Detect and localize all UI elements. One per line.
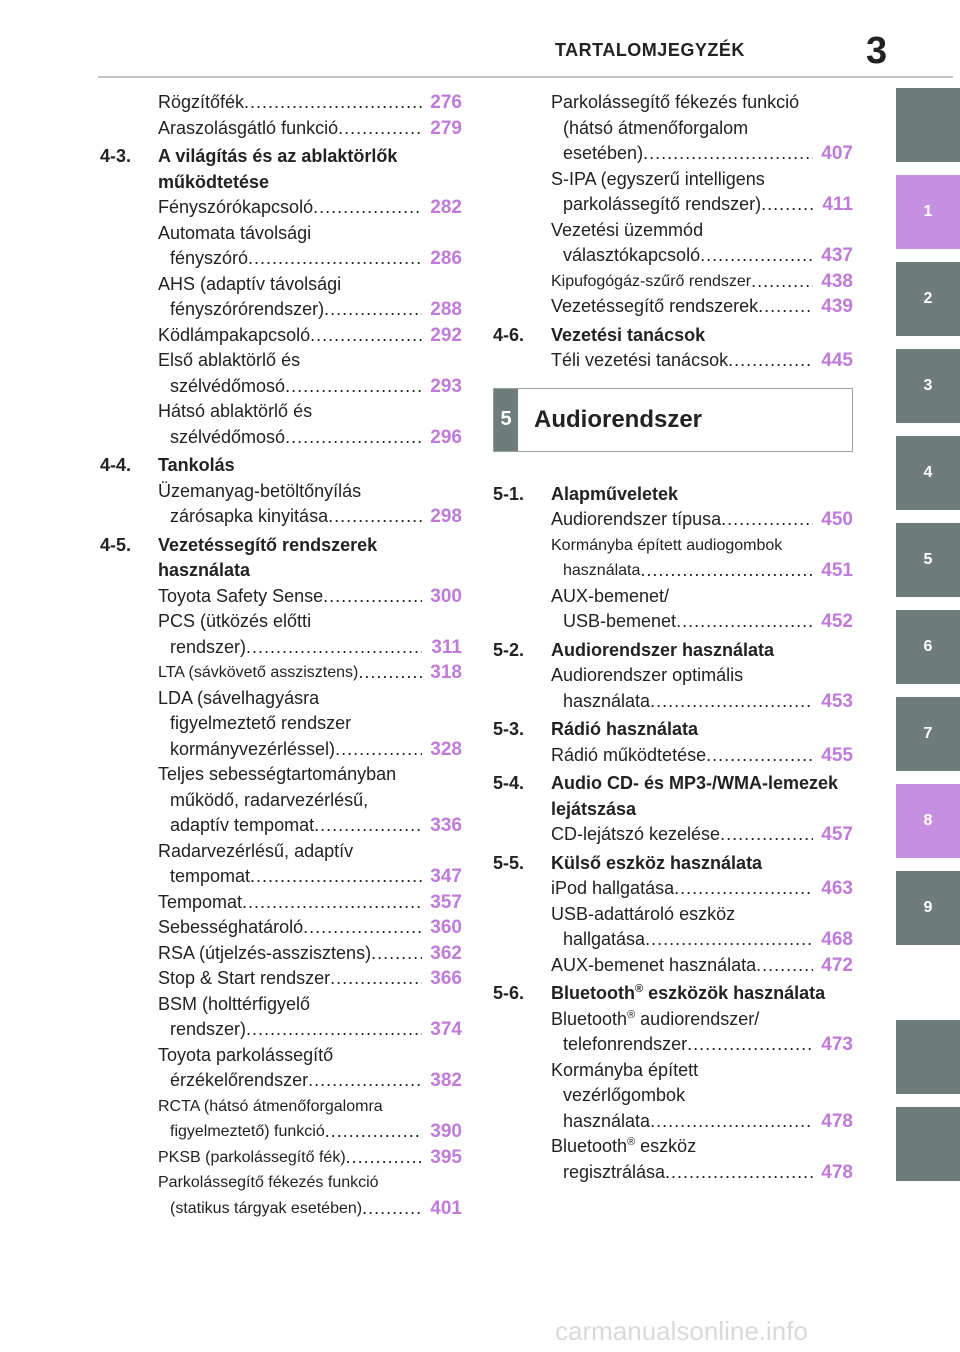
toc-section[interactable] <box>493 717 853 743</box>
entry-page-number[interactable]: 478 <box>821 1110 853 1132</box>
entry-label: RSA (útjelzés-asszisztens) <box>158 942 372 963</box>
entry-label: Stop & Start rendszer <box>158 968 331 988</box>
section-title: Vezetési tanácsok <box>551 324 706 345</box>
entry-label: Rádió működtetése <box>551 744 707 765</box>
chapter-title: Audiorendszer <box>534 405 703 433</box>
toc-entry[interactable] <box>551 533 853 584</box>
entry-page-number[interactable]: 286 <box>430 248 462 269</box>
dot-leader <box>324 297 422 323</box>
entry-label: LTA (sávkövető asszisztens) <box>158 664 359 681</box>
entry-label: Kormányba épített audiogombok <box>551 536 783 554</box>
entry-label: szélvédőmosó <box>170 375 286 396</box>
dot-leader <box>728 348 813 374</box>
toc-entry[interactable] <box>551 294 853 320</box>
entry-page-number[interactable]: 463 <box>821 878 853 899</box>
entry-page-number[interactable]: 457 <box>821 824 853 845</box>
dot-leader <box>335 737 422 763</box>
section-title: Rádió használata <box>551 719 699 739</box>
entry-label: AUX-bemenet/ <box>551 585 670 606</box>
entry-label: parkolássegítő rendszer) <box>563 194 762 214</box>
section-number: 4-5. <box>100 534 132 555</box>
toc-section[interactable] <box>100 533 462 584</box>
chapter-heading[interactable] <box>493 388 853 452</box>
section-title: Külső eszköz használata <box>551 852 763 873</box>
entry-page-number[interactable]: 451 <box>821 560 853 581</box>
toc-entry[interactable] <box>158 272 462 323</box>
entry-page-number[interactable]: 395 <box>430 1146 462 1168</box>
entry-label: (hátsó átmenőforgalom <box>563 117 749 138</box>
toc-entry[interactable] <box>551 822 853 848</box>
section-title: Bluetooth® eszközök használata <box>551 983 826 1003</box>
toc-entry[interactable] <box>551 269 853 295</box>
entry-label: Hátsó ablaktörlő és <box>158 401 313 421</box>
entry-page-number[interactable]: 437 <box>821 245 853 266</box>
entry-label: Ködlámpakapcsoló <box>158 324 311 345</box>
toc-section[interactable] <box>493 482 853 508</box>
section-number: 4-4. <box>100 455 132 475</box>
entry-page-number[interactable]: 438 <box>821 270 853 292</box>
dot-leader <box>640 558 813 584</box>
entry-page-number[interactable]: 298 <box>430 506 462 527</box>
toc-entry[interactable] <box>158 941 462 967</box>
entry-label: Araszolásgátló funkció <box>158 117 339 138</box>
toc-entry[interactable] <box>158 221 462 272</box>
dot-leader <box>720 822 813 848</box>
section-title: Vezetéssegítő rendszerek használata <box>158 534 378 580</box>
toc-section[interactable] <box>100 453 462 479</box>
entry-label: Bluetooth® eszköz <box>551 1136 697 1156</box>
toc-entry[interactable] <box>158 1043 462 1094</box>
dot-leader <box>313 195 422 221</box>
page-number: 3 <box>866 30 888 72</box>
section-number: 5-3. <box>493 719 525 739</box>
entry-label: kormányvezérléssel) <box>170 738 336 759</box>
entry-label: telefonrendszer <box>563 1034 688 1054</box>
dot-leader <box>645 927 813 953</box>
dot-leader <box>330 966 422 992</box>
entry-label: Automata távolsági <box>158 222 312 243</box>
dot-leader <box>285 425 422 451</box>
dot-leader <box>676 609 813 635</box>
watermark: carmanualsonline.info <box>555 1316 808 1346</box>
entry-page-number[interactable]: 411 <box>822 194 853 215</box>
entry-label: tempomat <box>170 866 251 886</box>
entry-label: BSM (holttérfigyelő <box>158 993 311 1014</box>
entry-label: Fényszórókapcsoló <box>158 197 314 217</box>
entry-label: Téli vezetési tanácsok <box>551 350 729 370</box>
chapter-tab-3[interactable]: 3 <box>896 349 960 423</box>
toc-section[interactable] <box>493 851 853 877</box>
entry-page-number[interactable]: 292 <box>430 324 462 346</box>
chapter-tab-blank[interactable] <box>896 1020 960 1094</box>
section-title: Audiorendszer használata <box>551 639 775 660</box>
toc-section[interactable] <box>493 981 853 1007</box>
dot-leader <box>650 1109 813 1135</box>
toc-entry[interactable] <box>158 399 462 450</box>
toc-entry[interactable] <box>551 953 853 979</box>
entry-label: rendszer) <box>170 636 247 657</box>
chapter-tab-9[interactable]: 9 <box>896 871 960 945</box>
entry-label: Parkolássegítő fékezés funkció <box>551 92 800 112</box>
entry-label: Parkolássegítő fékezés funkció <box>158 1174 379 1191</box>
toc-entry[interactable] <box>158 584 462 610</box>
entry-page-number[interactable]: 382 <box>430 1070 462 1091</box>
toc-entry[interactable] <box>551 348 853 374</box>
entry-label: használata <box>563 562 641 579</box>
entry-label: rendszer) <box>170 1019 247 1039</box>
entry-page-number[interactable]: 366 <box>430 968 462 989</box>
dot-leader <box>761 192 813 218</box>
dot-leader <box>643 141 813 167</box>
dot-leader <box>325 1119 422 1145</box>
entry-label: Audiorendszer típusa <box>551 509 722 529</box>
entry-page-number[interactable]: 357 <box>430 891 462 913</box>
toc-entry[interactable] <box>158 609 462 660</box>
chapter-tab-5[interactable]: 5 <box>896 523 960 597</box>
section-title: Audio CD- és MP3-/WMA-lemezek lejátszása <box>551 773 839 819</box>
dot-leader <box>246 1017 422 1043</box>
dot-leader <box>248 246 422 272</box>
dot-leader <box>706 743 813 769</box>
entry-label: adaptív tempomat <box>170 815 315 835</box>
dot-leader <box>721 507 813 533</box>
chapter-tab-2[interactable]: 2 <box>896 262 960 336</box>
entry-label: USB-bemenet <box>563 611 677 631</box>
toc-section[interactable] <box>100 144 462 195</box>
entry-label: érzékelőrendszer <box>170 1070 309 1090</box>
entry-page-number[interactable]: 279 <box>430 117 462 139</box>
entry-page-number[interactable]: 472 <box>821 954 853 976</box>
dot-leader <box>328 504 422 530</box>
section-title: A világítás és az ablaktörlők működtetése <box>158 146 398 192</box>
toc-entry[interactable] <box>551 876 853 902</box>
entry-label: hallgatása <box>563 929 646 949</box>
entry-label: PKSB (parkolássegítő fék) <box>158 1148 346 1166</box>
entry-label: zárósapka kinyitása <box>170 506 329 526</box>
toc-entry[interactable] <box>551 584 853 635</box>
toc-entry[interactable] <box>158 839 462 890</box>
entry-label: Sebességhatároló <box>158 917 304 937</box>
entry-label: S-IPA (egyszerű intelligens <box>551 168 765 189</box>
toc-entry[interactable] <box>551 1134 853 1185</box>
section-number: 5-2. <box>493 639 525 660</box>
toc-entry[interactable] <box>158 195 462 221</box>
dot-leader <box>338 116 422 142</box>
entry-label: (statikus tárgyak esetében) <box>170 1199 363 1217</box>
dot-leader <box>346 1145 422 1171</box>
entry-label: működő, radarvezérlésű, <box>170 789 369 810</box>
chapter-tab-4[interactable]: 4 <box>896 436 960 510</box>
entry-label: használata <box>563 1110 651 1131</box>
toc-entry[interactable] <box>551 743 853 769</box>
dot-leader <box>310 323 422 349</box>
toc-entry[interactable] <box>551 1007 853 1058</box>
entry-page-number[interactable]: 300 <box>430 585 462 607</box>
entry-label: Tempomat <box>158 891 243 912</box>
dot-leader <box>362 1196 422 1222</box>
chapter-tab-7[interactable]: 7 <box>896 697 960 771</box>
entry-label: fényszórórendszer) <box>170 299 325 319</box>
toc-entry[interactable] <box>158 90 462 116</box>
entry-label: Első ablaktörlő és <box>158 350 301 370</box>
toc-right-column <box>493 90 853 1185</box>
entry-label: Üzemanyag-betöltőnyílás <box>158 480 362 501</box>
entry-page-number[interactable]: 362 <box>430 942 462 964</box>
entry-label: Rögzítőfék <box>158 92 245 112</box>
toc-entry[interactable] <box>158 660 462 686</box>
toc-entry[interactable] <box>158 966 462 992</box>
chapter-tab-6[interactable]: 6 <box>896 610 960 684</box>
entry-label: Audiorendszer optimális <box>551 665 744 685</box>
toc-left-column <box>100 90 462 1221</box>
section-title: Alapműveletek <box>551 483 679 504</box>
toc-entry[interactable] <box>551 663 853 714</box>
chapter-tab-1[interactable]: 1 <box>896 175 960 249</box>
toc-entry[interactable] <box>551 90 853 167</box>
dot-leader <box>285 374 422 400</box>
dot-leader <box>244 90 422 116</box>
toc-entry[interactable] <box>158 116 462 142</box>
entry-page-number[interactable]: 450 <box>821 509 853 530</box>
entry-page-number[interactable]: 276 <box>430 92 462 113</box>
chapter-tabs <box>896 88 960 1194</box>
toc-entry[interactable] <box>158 1170 462 1221</box>
entry-page-number[interactable]: 452 <box>821 611 853 632</box>
entry-page-number[interactable]: 453 <box>821 690 853 712</box>
entry-page-number[interactable]: 468 <box>821 929 853 950</box>
entry-label: Vezetéssegítő rendszerek <box>551 296 759 316</box>
dot-leader <box>323 584 422 610</box>
section-number: 5-6. <box>493 983 525 1003</box>
entry-page-number[interactable]: 296 <box>430 426 462 448</box>
toc-entry[interactable] <box>551 167 853 218</box>
toc-entry[interactable] <box>551 218 853 269</box>
toc-entry[interactable] <box>158 1094 462 1145</box>
entry-page-number[interactable]: 473 <box>821 1034 853 1055</box>
dot-leader <box>246 635 422 661</box>
entry-label: figyelmeztető rendszer <box>170 713 352 733</box>
section-title: Tankolás <box>158 455 235 475</box>
toc-entry[interactable] <box>158 762 462 839</box>
entry-label: RCTA (hátsó átmenőforgalomra <box>158 1097 383 1115</box>
entry-label: Kipufogógáz-szűrő rendszer <box>551 272 752 290</box>
dot-leader <box>758 294 813 320</box>
toc-entry[interactable] <box>551 507 853 533</box>
dot-leader <box>751 269 813 295</box>
toc-entry[interactable] <box>551 1058 853 1135</box>
entry-label: Bluetooth® audiorendszer/ <box>551 1008 760 1029</box>
section-number: 4-6. <box>493 324 525 345</box>
entry-label: LDA (sávelhagyásra <box>158 687 320 708</box>
entry-label: iPod hallgatása <box>551 878 675 898</box>
entry-page-number[interactable]: 374 <box>430 1019 462 1040</box>
entry-label: PCS (ütközés előtti <box>158 611 312 631</box>
entry-label: figyelmeztető) funkció <box>170 1123 325 1140</box>
entry-label: Teljes sebességtartományban <box>158 764 397 784</box>
entry-page-number[interactable]: 445 <box>821 350 853 371</box>
entry-page-number[interactable]: 318 <box>430 662 462 683</box>
chapter-tab-blank[interactable] <box>896 1107 960 1181</box>
dot-leader <box>358 660 422 686</box>
toc-entry[interactable] <box>158 1145 462 1171</box>
dot-leader <box>756 953 813 979</box>
dot-leader <box>303 915 422 941</box>
entry-label: regisztrálása <box>563 1161 666 1182</box>
entry-page-number[interactable]: 347 <box>430 866 462 887</box>
entry-label: vezérlőgombok <box>563 1085 686 1105</box>
toc-entry[interactable] <box>158 890 462 916</box>
toc-entry[interactable] <box>158 479 462 530</box>
entry-label: Toyota parkolássegítő <box>158 1044 334 1065</box>
dot-leader <box>308 1068 422 1094</box>
entry-page-number[interactable]: 293 <box>430 375 462 397</box>
header-rule <box>98 76 953 78</box>
dot-leader <box>674 876 813 902</box>
entry-page-number[interactable]: 288 <box>430 299 462 320</box>
entry-label: használata <box>563 690 651 711</box>
entry-page-number[interactable]: 439 <box>821 296 853 317</box>
entry-label: választókapcsoló <box>563 245 701 265</box>
dot-leader <box>700 243 813 269</box>
entry-label: fényszóró <box>170 248 249 268</box>
dot-leader <box>665 1160 813 1186</box>
entry-page-number[interactable]: 311 <box>431 636 462 658</box>
dot-leader <box>314 813 422 839</box>
entry-page-number[interactable]: 401 <box>430 1197 462 1219</box>
dot-leader <box>250 864 422 890</box>
entry-label: AUX-bemenet használata <box>551 954 757 975</box>
toc-section[interactable] <box>493 638 853 664</box>
dot-leader <box>687 1032 813 1058</box>
entry-label: Radarvezérlésű, adaptív <box>158 840 354 861</box>
entry-label: Kormányba épített <box>551 1059 699 1080</box>
dot-leader <box>242 890 422 916</box>
entry-page-number[interactable]: 336 <box>430 815 462 836</box>
entry-page-number[interactable]: 455 <box>821 744 853 766</box>
chapter-tab-blank[interactable] <box>896 88 960 162</box>
toc-entry[interactable] <box>158 323 462 349</box>
section-number: 5-1. <box>493 483 525 504</box>
chapter-tab-8[interactable]: 8 <box>896 784 960 858</box>
entry-label: szélvédőmosó <box>170 426 286 447</box>
chapter-number: 5 <box>494 389 518 451</box>
entry-page-number[interactable]: 282 <box>430 197 462 218</box>
entry-page-number[interactable]: 390 <box>430 1121 462 1142</box>
entry-page-number[interactable]: 407 <box>821 143 853 164</box>
toc-entry[interactable] <box>158 686 462 763</box>
entry-page-number[interactable]: 328 <box>430 738 462 760</box>
toc-section[interactable] <box>493 771 853 822</box>
entry-label: USB-adattároló eszköz <box>551 903 736 924</box>
section-number: 4-3. <box>100 146 132 166</box>
toc-entry[interactable] <box>158 915 462 941</box>
toc-entry[interactable] <box>158 992 462 1043</box>
entry-label: Toyota Safety Sense <box>158 585 324 606</box>
toc-section[interactable] <box>493 323 853 349</box>
toc-entry[interactable] <box>158 348 462 399</box>
entry-label: esetében) <box>563 143 644 163</box>
section-number: 5-5. <box>493 852 525 873</box>
section-number: 5-4. <box>493 773 525 793</box>
dot-leader <box>371 941 422 967</box>
entry-page-number[interactable]: 478 <box>821 1161 853 1183</box>
dot-leader <box>650 689 813 715</box>
toc-entry[interactable] <box>551 902 853 953</box>
entry-page-number[interactable]: 360 <box>430 917 462 938</box>
entry-label: AHS (adaptív távolsági <box>158 273 342 294</box>
header-title: TARTALOMJEGYZÉK <box>555 40 745 60</box>
entry-label: CD-lejátszó kezelése <box>551 824 721 844</box>
entry-label: Vezetési üzemmód <box>551 219 704 240</box>
